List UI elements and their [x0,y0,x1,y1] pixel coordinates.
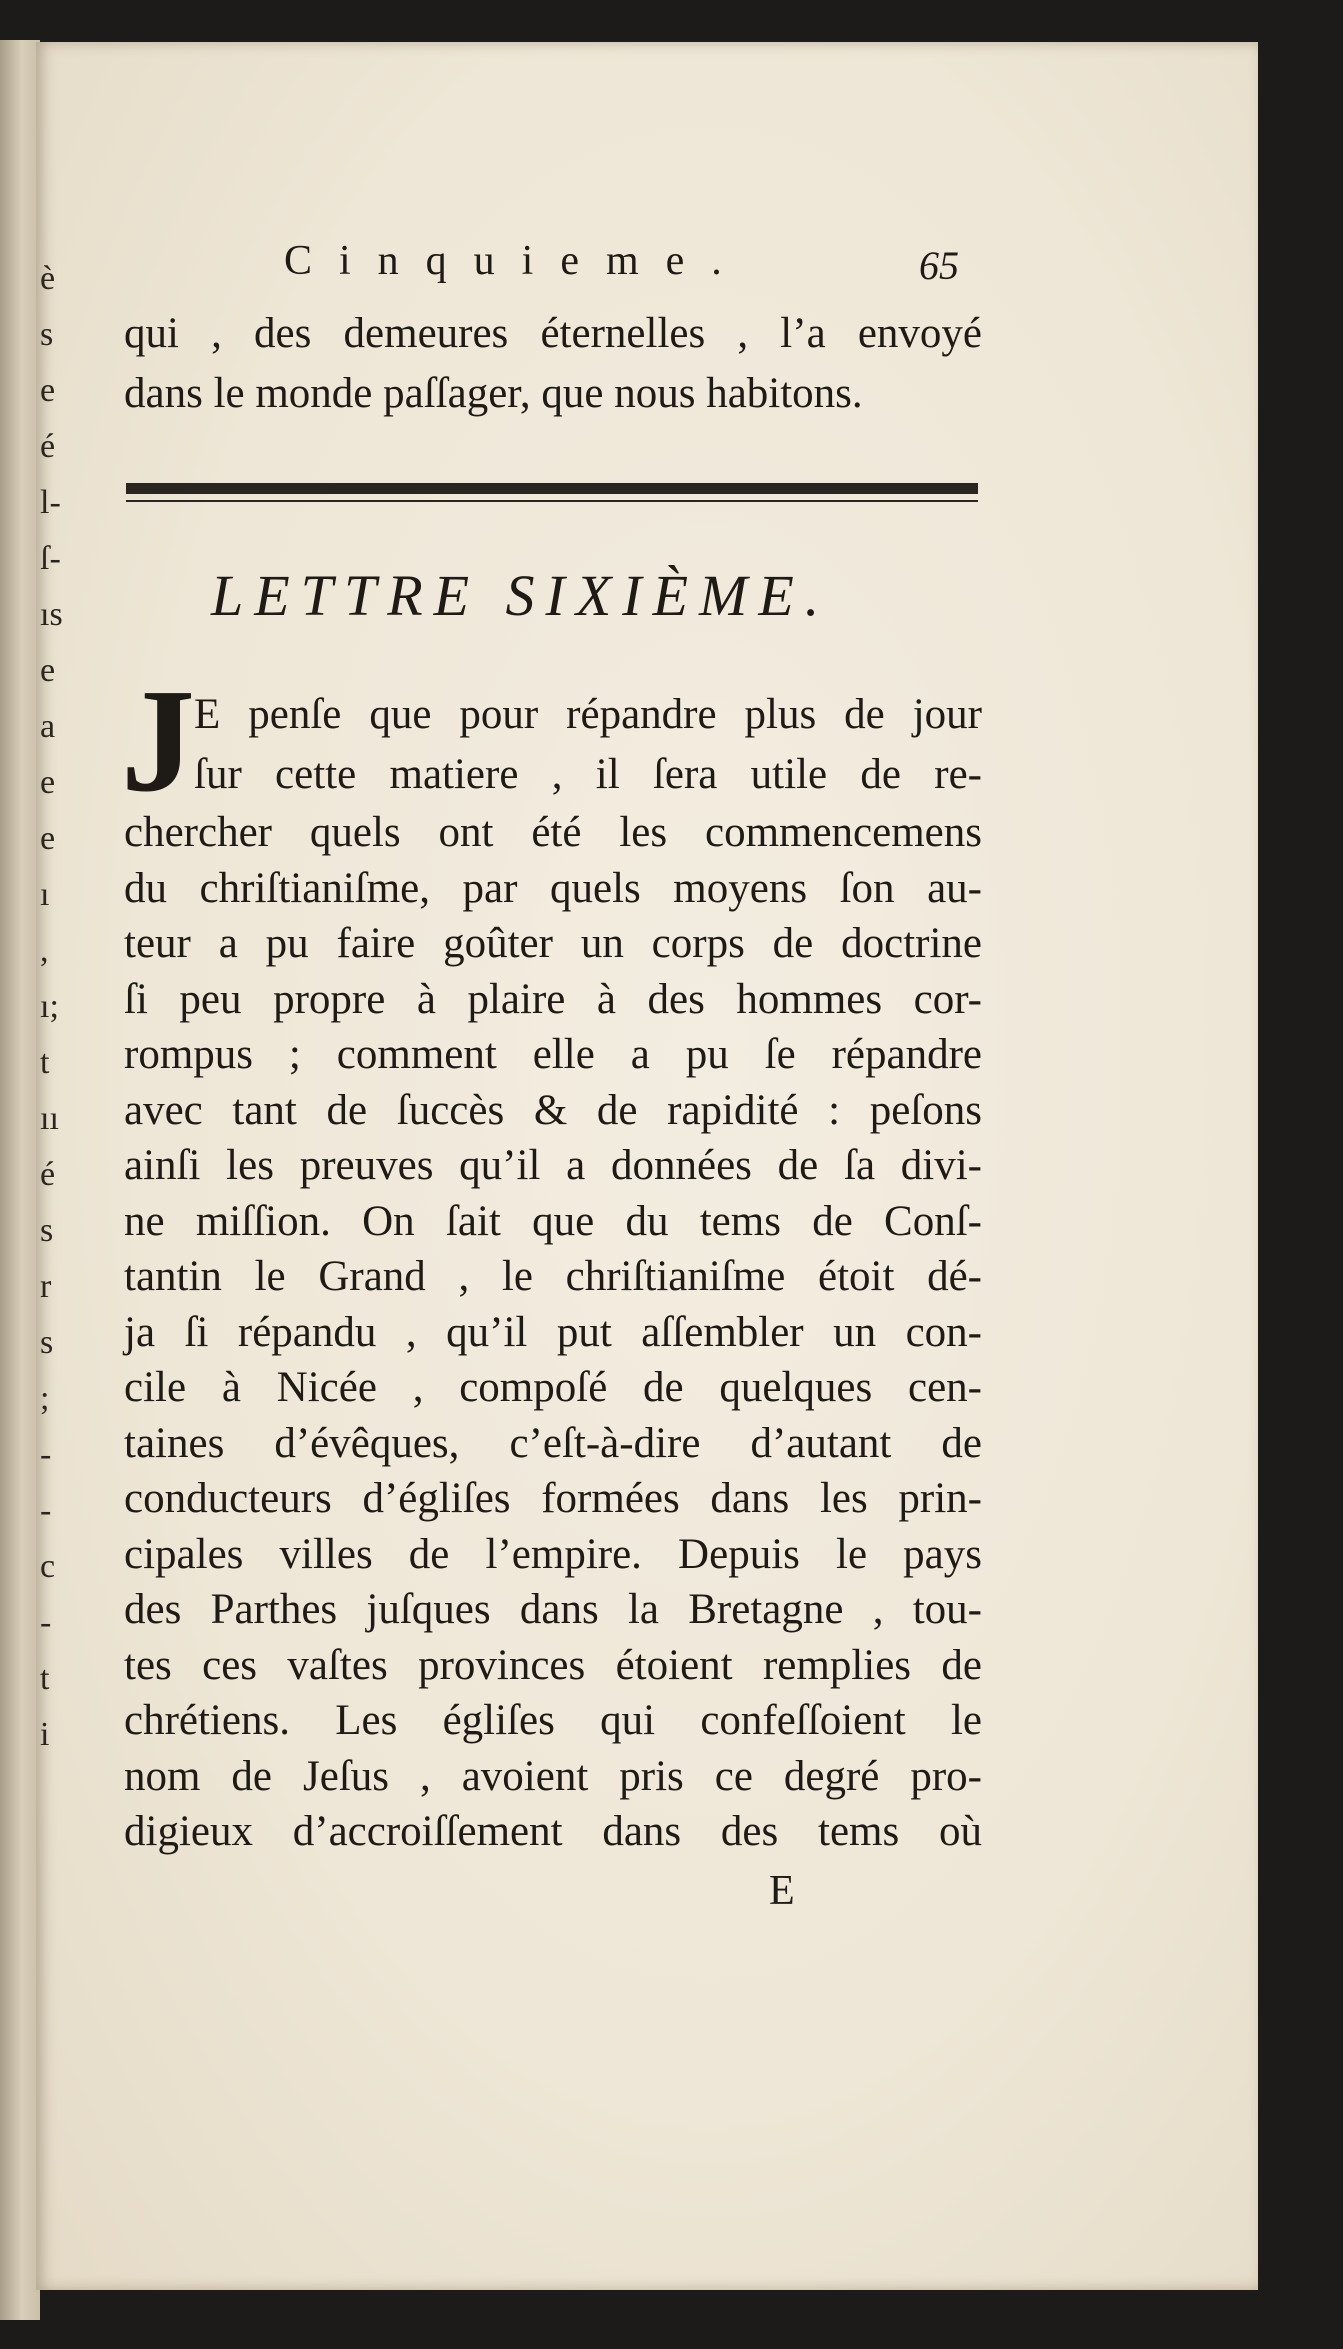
catchword: E [769,1868,795,1914]
text-line: dans le monde paſſager, que nous habitons. [124,370,863,417]
text-line: du chriſtianiſme, par quels moyens ſon au- [124,864,982,912]
bleed-glyph: - [40,1436,52,1473]
first-lines [194,685,982,805]
bleed-glyph: i [40,1716,50,1753]
book-page [36,42,1258,2290]
text-line: ſi peu propre à plaire à des hommes cor- [124,975,982,1023]
bleed-glyph: e [40,372,56,409]
bleed-glyph: l- [40,484,61,521]
bleed-glyph: r [40,1268,52,1305]
bleed-glyph: é [40,1156,56,1193]
text-line: tantin le Grand , le chriſtianiſme étoit dé- [124,1253,982,1300]
continued-text [124,304,982,424]
bleed-glyph: ıs [40,596,63,633]
running-head: Cinquieme. [284,238,749,284]
bleed-glyph: s [40,316,54,353]
body-text [124,805,982,1860]
bleed-glyph: a [40,708,56,745]
bleed-glyph: e [40,820,56,857]
bleed-glyph: e [40,764,56,801]
text-line: ainſi les preuves qu’il a données de ſa divi- [124,1142,982,1189]
text-line: conducteurs d’égliſes formées dans les prin- [124,1475,982,1522]
bleed-glyph: - [40,1604,52,1641]
text-line: E penſe que pour répandre plus de jour [194,691,982,738]
bleed-glyph: - [40,1492,52,1529]
text-line: chrétiens. Les égliſes qui confeſſoient le [124,1697,982,1744]
text-line: nom de Jeſus , avoient pris ce degré pro- [124,1752,982,1800]
bleed-glyph: é [40,428,56,465]
bleed-glyph: è [40,260,56,297]
bleed-glyph: , [40,932,49,969]
text-line: ne miſſion. On ſait que du tems de Conſ- [124,1197,982,1245]
bleed-glyph: ſ- [40,540,61,577]
bleed-glyph: ı [40,876,50,913]
facing-page-edge [0,40,40,2320]
bleed-glyph: s [40,1324,54,1361]
text-line: taines d’évêques, c’eſt-à-dire d’autant de [124,1419,982,1467]
text-line: des Parthes juſques dans la Bretagne , tou- [124,1586,982,1633]
bleed-glyph: s [40,1212,54,1249]
section-divider-rule [126,480,978,510]
bleed-glyph: ıı [40,1100,59,1137]
text-line: rompus ; comment elle a pu ſe répandre [124,1031,982,1078]
text-line: cipales villes de l’empire. Depuis le pays [124,1530,982,1578]
text-line: teur a pu faire goûter un corps de doctrine [124,920,982,967]
page-number: 65 [919,243,959,288]
drop-cap: J [121,659,195,823]
text-line: ja ſi répandu , qu’il put aſſembler un con- [124,1308,982,1356]
bleed-glyph: ; [40,1380,50,1417]
text-line: qui , des demeures éternelles , l’a envoyé [124,310,982,357]
bleed-glyph: t [40,1044,50,1081]
text-line: avec tant de ſuccès & de rapidité : peſons [124,1086,982,1134]
bleed-glyph: ı; [40,988,59,1025]
bleed-glyph: c [40,1548,56,1585]
bleed-glyph: t [40,1660,50,1697]
text-line: ſur cette matiere , il ſera utile de re- [194,751,982,798]
bleed-glyph: e [40,652,56,689]
text-line: tes ces vaſtes provinces étoient remplies de [124,1641,982,1689]
text-line: digieux d’accroiſſement dans des tems où [124,1808,982,1855]
letter-title: LETTRE SIXIÈME. [211,563,831,628]
text-line: cile à Nicée , compoſé de quelques cen- [124,1364,982,1411]
text-line: chercher quels ont été les commencemens [124,809,982,856]
